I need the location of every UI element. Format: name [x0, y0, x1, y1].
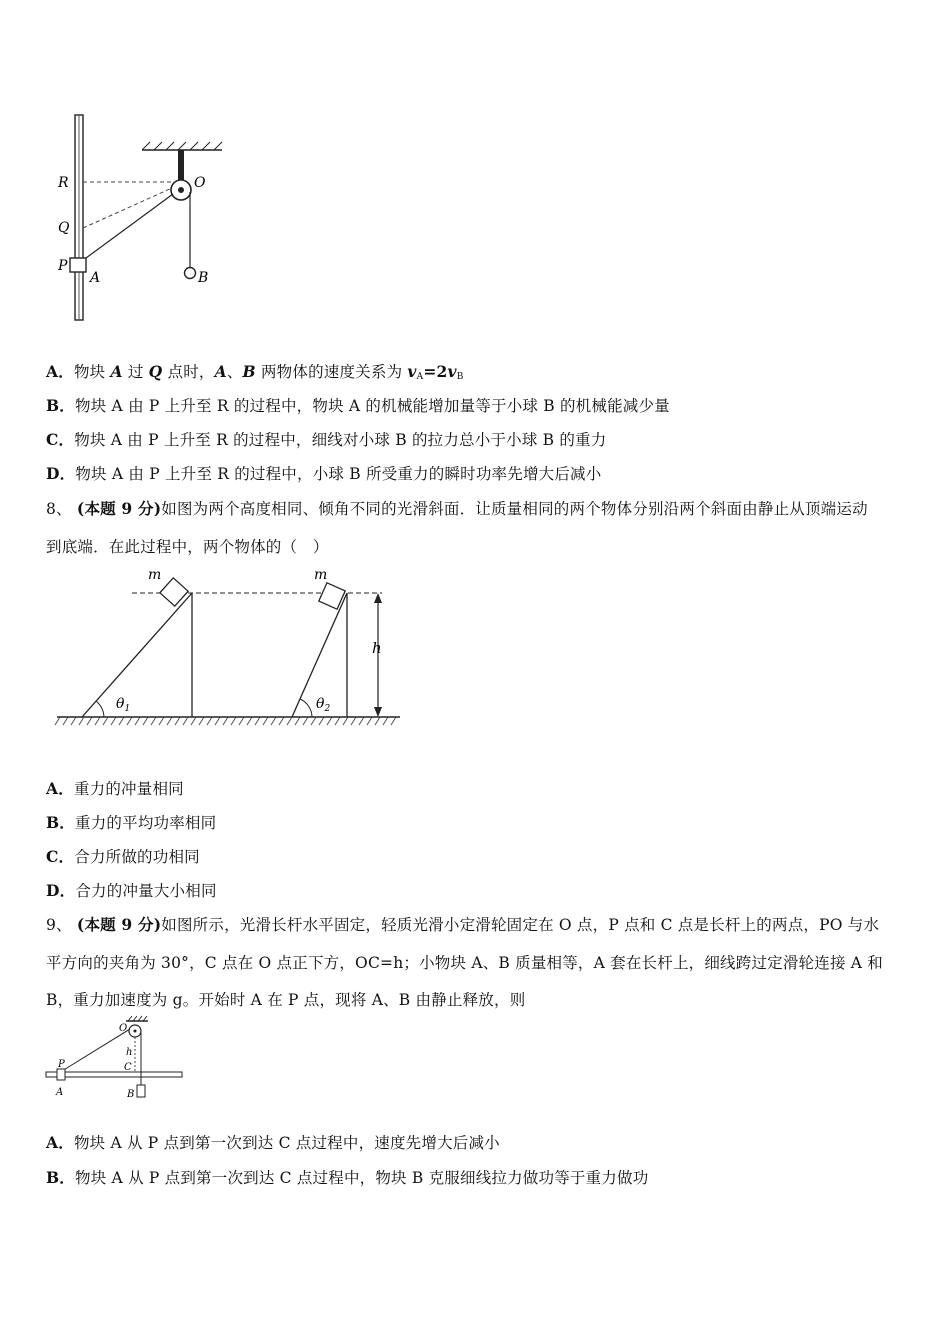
- label-C: C: [124, 1062, 132, 1073]
- label-B: B: [198, 270, 209, 286]
- q7-option-a: A．物块 A 过 Q 点时，A、B 两物体的速度关系为 $v_A=2v_B$: [46, 362, 464, 382]
- label-B: B: [127, 1089, 135, 1100]
- q8-option-b: B．重力的平均功率相同: [46, 813, 217, 832]
- label-O: O: [119, 1023, 128, 1034]
- label-A: A: [56, 1087, 64, 1098]
- label-A: A: [90, 270, 101, 286]
- q7-option-c: C．物块 A 由 P 上升至 R 的过程中，细线对小球 B 的拉力总小于小球 B 的重力: [46, 430, 607, 449]
- label-P: P: [58, 258, 68, 274]
- label-theta2: $\theta_2$: [316, 696, 331, 714]
- q7-option-b: B．物块 A 由 P 上升至 R 的过程中，物块 A 的机械能增加量等于小球 B 的机械能减少量: [46, 396, 670, 415]
- label-Q: Q: [58, 220, 70, 236]
- q9-option-a: A．物块 A 从 P 点到第一次到达 C 点过程中，速度先增大后减小: [46, 1133, 500, 1152]
- figure-q9-pulley-bar: [44, 1015, 194, 1105]
- q8-stem-line1: 8、 (本题 9 分)如图为两个高度相同、倾角不同的光滑斜面．让质量相同的两个物体分别沿两个斜面由静止从顶端运动: [46, 499, 868, 518]
- q8-option-d: D．合力的冲量大小相同: [46, 881, 217, 900]
- q9-option-b: B．物块 A 从 P 点到第一次到达 C 点过程中，物块 B 克服细线拉力做功等于重力做功: [46, 1168, 649, 1187]
- q9-stem-line2: 平方向的夹角为 30°，C 点在 O 点正下方，OC=h；小物块 A、B 质量相等，A 套在长杆上，细线跨过定滑轮连接 A 和: [46, 954, 883, 972]
- label-P: P: [58, 1059, 65, 1070]
- q8-option-a: A．重力的冲量相同: [46, 779, 184, 798]
- label-O: O: [194, 175, 206, 191]
- q9-stem-line3: B，重力加速度为 g。开始时 A 在 P 点，现将 A、B 由静止释放，则: [46, 991, 526, 1009]
- label-h: h: [372, 639, 382, 657]
- label-R: R: [58, 175, 69, 191]
- label-theta1: $\theta_1$: [116, 696, 131, 714]
- figure-q8-inclines: [52, 565, 412, 735]
- q7-option-d: D．物块 A 由 P 上升至 R 的过程中，小球 B 所受重力的瞬时功率先增大后减小: [46, 464, 602, 483]
- label-m1: m: [148, 567, 162, 583]
- q9-stem-line1: 9、 (本题 9 分)如图所示，光滑长杆水平固定，轻质光滑小定滑轮固定在 O 点，P 点和 C 点是长杆上的两点，PO 与水: [46, 915, 880, 934]
- q8-stem-line2: 到底端．在此过程中，两个物体的（ ）: [46, 538, 329, 556]
- q8-option-c: C．合力所做的功相同: [46, 847, 200, 866]
- label-m2: m: [314, 567, 328, 583]
- label-h: h: [126, 1047, 133, 1058]
- figure-q7-pulley-rod: [50, 110, 250, 330]
